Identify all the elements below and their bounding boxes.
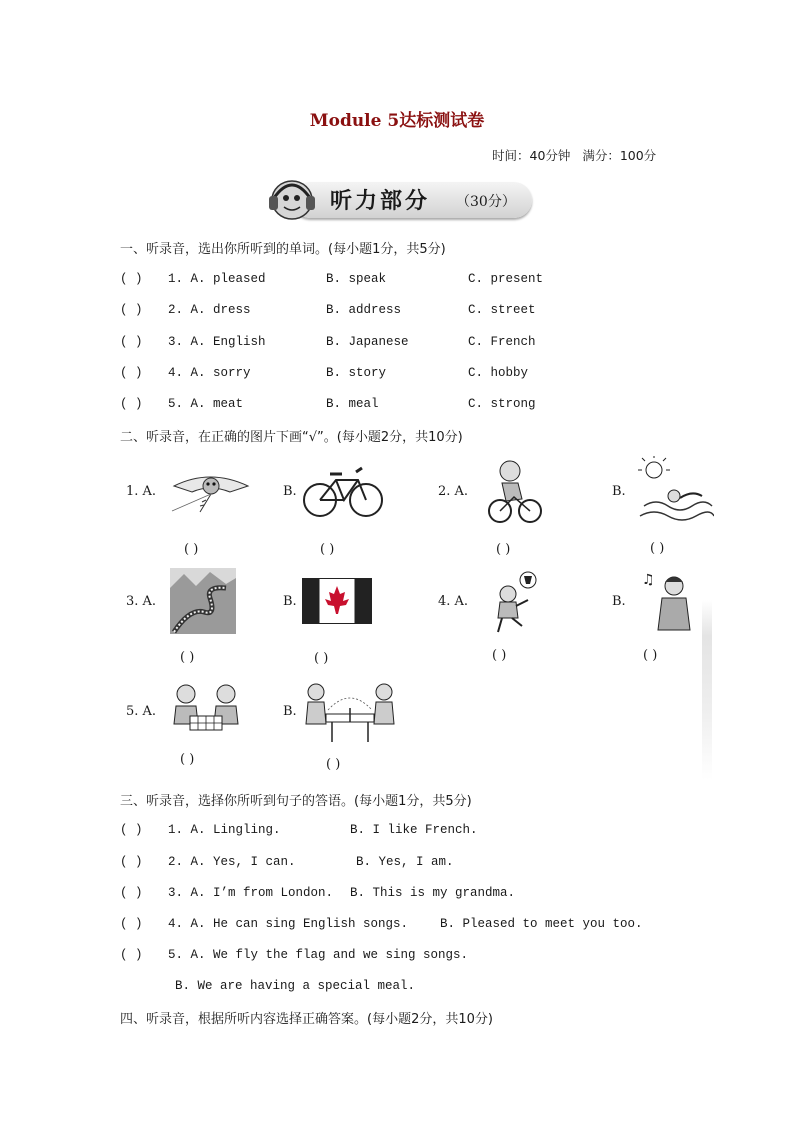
pic-label-2b: B. xyxy=(612,484,626,499)
bicycle-picture xyxy=(302,462,384,520)
pic-label-1a: 1. A. xyxy=(126,484,157,499)
answer-blank-1a[interactable]: ( ) xyxy=(184,542,199,557)
answer-blank-2b[interactable]: ( ) xyxy=(650,541,665,556)
option-a: 1. A. pleased xyxy=(168,272,266,286)
section1-item xyxy=(120,270,680,288)
pic-label-4a: 4. A. xyxy=(438,594,469,609)
option-b: B. address xyxy=(326,303,402,317)
answer-paren[interactable]: ( ) xyxy=(120,886,143,900)
option-a: 4. A. sorry xyxy=(168,366,251,380)
option-c: C. present xyxy=(468,272,544,286)
option-a: 4. A. He can sing English songs. xyxy=(168,917,409,931)
page-edge-shadow xyxy=(702,600,712,780)
option-a: 5. A. We fly the flag and we sing songs. xyxy=(168,948,469,962)
banner-points: （30分） xyxy=(456,194,516,210)
option-a: 5. A. meat xyxy=(168,397,244,411)
option-b: B. Yes, I am. xyxy=(356,855,454,869)
section1-item xyxy=(120,364,680,382)
answer-paren[interactable]: ( ) xyxy=(120,855,143,869)
answer-blank-4b[interactable]: ( ) xyxy=(643,648,658,663)
option-b: B. meal xyxy=(326,397,379,411)
answer-paren[interactable]: ( ) xyxy=(120,272,143,286)
option-c: C. strong xyxy=(468,397,536,411)
section3-item xyxy=(120,853,680,871)
swimming-picture xyxy=(636,456,714,524)
option-c: C. hobby xyxy=(468,366,529,380)
answer-paren[interactable]: ( ) xyxy=(120,335,143,349)
answer-blank-1b[interactable]: ( ) xyxy=(320,542,335,557)
full-score: 满分：100分 xyxy=(582,148,657,163)
option-b: B. story xyxy=(326,366,387,380)
answer-blank-3b[interactable]: ( ) xyxy=(314,651,329,666)
answer-paren[interactable]: ( ) xyxy=(120,397,143,411)
option-a: 3. A. I’m from London. xyxy=(168,886,334,900)
section1-item xyxy=(120,301,680,319)
answer-paren[interactable]: ( ) xyxy=(120,823,143,837)
answer-blank-4a[interactable]: ( ) xyxy=(492,648,507,663)
answer-paren[interactable]: ( ) xyxy=(120,366,143,380)
section1-item xyxy=(120,333,680,351)
option-a: 2. A. Yes, I can. xyxy=(168,855,296,869)
section3-item xyxy=(120,946,680,964)
answer-paren[interactable]: ( ) xyxy=(120,948,143,962)
answer-blank-3a[interactable]: ( ) xyxy=(180,650,195,665)
boy-riding-bike-picture xyxy=(486,459,542,525)
pic-label-2a: 2. A. xyxy=(438,484,469,499)
pic-label-5a: 5. A. xyxy=(126,704,157,719)
option-c: C. French xyxy=(468,335,536,349)
option-c: C. street xyxy=(468,303,536,317)
option-a: 3. A. English xyxy=(168,335,266,349)
banner-label: 听力部分 xyxy=(330,189,431,214)
section1-item xyxy=(120,395,680,413)
section3-item xyxy=(120,821,680,839)
answer-paren[interactable]: ( ) xyxy=(120,917,143,931)
pic-label-5b: B. xyxy=(283,704,297,719)
section3-item xyxy=(120,915,680,933)
pic-label-3a: 3. A. xyxy=(126,594,157,609)
answer-paren[interactable]: ( ) xyxy=(120,303,143,317)
option-a: 1. A. Lingling. xyxy=(168,823,281,837)
option-b: B. I like French. xyxy=(350,823,478,837)
table-tennis-picture xyxy=(302,680,398,746)
football-boy-picture xyxy=(488,570,540,634)
section1-heading: 一、听录音，选出你所听到的单词。(每小题1分，共5分) xyxy=(120,242,446,257)
option-a: 2. A. dress xyxy=(168,303,251,317)
headphone-mascot-icon xyxy=(264,176,322,222)
pic-label-3b: B. xyxy=(283,594,297,609)
answer-blank-2a[interactable]: ( ) xyxy=(496,542,511,557)
section4-heading: 四、听录音，根据所听内容选择正确答案。(每小题2分，共10分) xyxy=(120,1012,493,1027)
time-limit: 时间：40分钟 xyxy=(492,148,571,163)
section2-heading: 二、听录音，在正确的图片下画“√”。(每小题2分，共10分) xyxy=(120,430,463,445)
option-b: B. This is my grandma. xyxy=(350,886,516,900)
pic-label-4b: B. xyxy=(612,594,626,609)
chess-players-picture xyxy=(168,682,244,738)
kite-picture xyxy=(170,466,252,514)
svg-text:♫: ♫ xyxy=(642,572,655,588)
great-wall-picture xyxy=(170,568,236,634)
exam-meta xyxy=(492,146,656,164)
page-title: Module 5达标测试卷 xyxy=(309,111,485,131)
answer-blank-5b[interactable]: ( ) xyxy=(326,757,341,772)
section3-item xyxy=(120,884,680,902)
option-b: B. Pleased to meet you too. xyxy=(440,917,643,931)
option-b: B. speak xyxy=(326,272,387,286)
answer-blank-5a[interactable]: ( ) xyxy=(180,752,195,767)
canada-flag-picture xyxy=(302,578,372,624)
option-b: B. We are having a special meal. xyxy=(175,979,416,993)
pic-label-1b: B. xyxy=(283,484,297,499)
singing-boy-picture xyxy=(638,568,694,632)
option-b: B. Japanese xyxy=(326,335,409,349)
listening-banner xyxy=(256,176,534,222)
section3-heading: 三、听录音，选择你所听到句子的答语。(每小题1分，共5分) xyxy=(120,794,472,809)
